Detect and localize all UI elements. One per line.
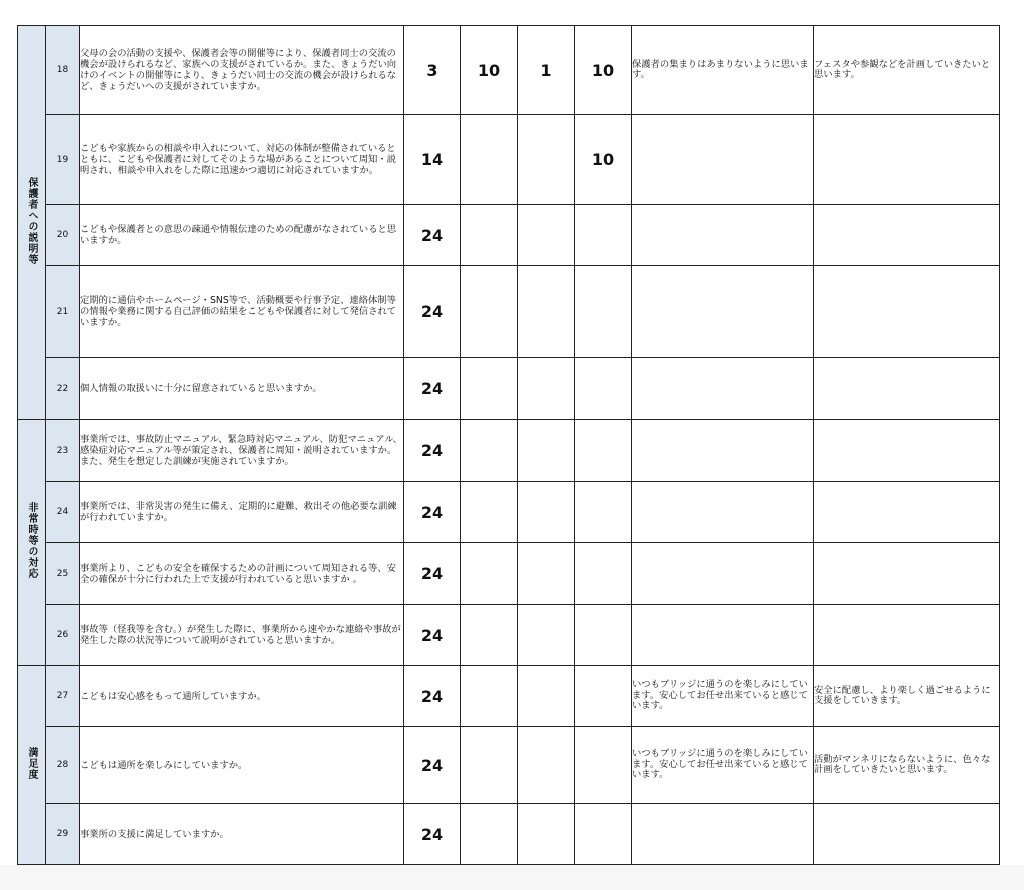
count-unknown: [575, 482, 632, 543]
bottom-margin: [0, 865, 1024, 890]
table-row: [18, 420, 1000, 482]
guardian-comment: [632, 358, 814, 420]
facility-response: [814, 543, 1000, 605]
count-neutral: [461, 420, 518, 482]
count-no: [518, 115, 575, 205]
facility-response: [814, 358, 1000, 420]
table-row: [18, 26, 1000, 115]
question-text: こどもや家族からの相談や申入れについて、対応の体制が整備されているとともに、こどもや保護者に対してそのような場があることについて周知・説明され、相談や申入れをした際に迅速かつ適切に対応されていますか。: [80, 115, 404, 205]
count-unknown: 10: [575, 26, 632, 115]
row-number: 26: [46, 605, 80, 666]
table-row: [18, 205, 1000, 266]
count-unknown: [575, 420, 632, 482]
question-text: こどもや保護者との意思の疎通や情報伝達のための配慮がなされていると思いますか。: [80, 205, 404, 266]
count-neutral: [461, 666, 518, 727]
count-neutral: [461, 482, 518, 543]
facility-response: [814, 266, 1000, 358]
count-neutral: [461, 115, 518, 205]
row-number: 29: [46, 804, 80, 865]
question-text: 事業所では、非常災害の発生に備え、定期的に避難、救出その他必要な訓練が行われていますか。: [80, 482, 404, 543]
count-no: [518, 266, 575, 358]
count-no: 1: [518, 26, 575, 115]
count-yes: 24: [404, 666, 461, 727]
count-neutral: 10: [461, 26, 518, 115]
count-unknown: [575, 266, 632, 358]
table-row: [18, 115, 1000, 205]
guardian-comment: [632, 543, 814, 605]
guardian-comment: [632, 115, 814, 205]
count-yes: 24: [404, 420, 461, 482]
count-yes: 24: [404, 205, 461, 266]
question-text: こどもは通所を楽しみにしていますか。: [80, 727, 404, 804]
category-satisfaction: 満足度: [18, 666, 46, 865]
count-neutral: [461, 804, 518, 865]
count-neutral: [461, 205, 518, 266]
row-number: 20: [46, 205, 80, 266]
facility-response: [814, 205, 1000, 266]
question-text: 定期的に通信やホームページ・SNS等で、活動概要や行事予定、連絡体制等の情報や業務に関する自己評価の結果をこどもや保護者に対して発信されていますか。: [80, 266, 404, 358]
count-neutral: [461, 358, 518, 420]
count-neutral: [461, 266, 518, 358]
table-row: [18, 666, 1000, 727]
question-text: 事業所より、こどもの安全を確保するための計画について周知される等、安全の確保が十分に行われた上で支援が行われていると思いますか 。: [80, 543, 404, 605]
count-no: [518, 358, 575, 420]
count-yes: 24: [404, 482, 461, 543]
count-no: [518, 804, 575, 865]
row-number: 23: [46, 420, 80, 482]
count-unknown: 10: [575, 115, 632, 205]
facility-response: 活動がマンネリにならないように、色々な計画をしていきたいと思います。: [814, 727, 1000, 804]
row-number: 25: [46, 543, 80, 605]
count-unknown: [575, 666, 632, 727]
count-yes: 24: [404, 358, 461, 420]
count-no: [518, 205, 575, 266]
count-yes: 24: [404, 804, 461, 865]
row-number: 21: [46, 266, 80, 358]
question-text: 個人情報の取扱いに十分に留意されていると思いますか。: [80, 358, 404, 420]
row-number: 19: [46, 115, 80, 205]
row-number: 24: [46, 482, 80, 543]
evaluation-table: [17, 25, 1000, 865]
count-yes: 24: [404, 266, 461, 358]
count-yes: 3: [404, 26, 461, 115]
count-unknown: [575, 543, 632, 605]
guardian-comment: [632, 266, 814, 358]
table-row: [18, 727, 1000, 804]
table-row: [18, 804, 1000, 865]
facility-response: フェスタや参観などを計画していきたいと思います。: [814, 26, 1000, 115]
facility-response: 安全に配慮し、より楽しく過ごせるように支援をしていきます。: [814, 666, 1000, 727]
count-neutral: [461, 727, 518, 804]
count-no: [518, 727, 575, 804]
table-row: [18, 543, 1000, 605]
count-yes: 24: [404, 727, 461, 804]
row-number: 18: [46, 26, 80, 115]
table-row: [18, 358, 1000, 420]
count-neutral: [461, 605, 518, 666]
guardian-comment: [632, 420, 814, 482]
count-unknown: [575, 358, 632, 420]
count-no: [518, 605, 575, 666]
count-unknown: [575, 804, 632, 865]
facility-response: [814, 482, 1000, 543]
question-text: 事業所の支援に満足していますか。: [80, 804, 404, 865]
table-row: [18, 605, 1000, 666]
count-no: [518, 420, 575, 482]
question-text: 事故等（怪我等を含む。）が発生した際に、事業所から速やかな連絡や事故が発生した際の状況等について説明がされていると思いますか。: [80, 605, 404, 666]
count-unknown: [575, 205, 632, 266]
question-text: 事業所では、事故防止マニュアル、緊急時対応マニュアル、防犯マニュアル、感染症対応マニュアル等が策定され、保護者に周知・説明されていますか。また、発生を想定した訓練が実施されていますか。: [80, 420, 404, 482]
count-yes: 24: [404, 605, 461, 666]
facility-response: [814, 804, 1000, 865]
guardian-comment: [632, 205, 814, 266]
facility-response: [814, 605, 1000, 666]
category-explanation: 保護者への説明等: [18, 26, 46, 420]
count-yes: 24: [404, 543, 461, 605]
count-no: [518, 666, 575, 727]
top-margin: [0, 0, 1024, 25]
category-emergency: 非常時等の対応: [18, 420, 46, 666]
facility-response: [814, 420, 1000, 482]
row-number: 22: [46, 358, 80, 420]
guardian-comment: いつもブリッジに通うのを楽しみにしています。安心してお任せ出来ていると感じています。: [632, 727, 814, 804]
guardian-comment: [632, 482, 814, 543]
row-number: 27: [46, 666, 80, 727]
guardian-comment: いつもブリッジに通うのを楽しみにしています。安心してお任せ出来ていると感じています。: [632, 666, 814, 727]
count-unknown: [575, 605, 632, 666]
count-neutral: [461, 543, 518, 605]
count-yes: 14: [404, 115, 461, 205]
guardian-comment: [632, 804, 814, 865]
count-no: [518, 543, 575, 605]
row-number: 28: [46, 727, 80, 804]
facility-response: [814, 115, 1000, 205]
count-unknown: [575, 727, 632, 804]
question-text: こどもは安心感をもって通所していますか。: [80, 666, 404, 727]
count-no: [518, 482, 575, 543]
table-row: [18, 482, 1000, 543]
guardian-comment: 保護者の集まりはあまりないように思います。: [632, 26, 814, 115]
table-row: [18, 266, 1000, 358]
question-text: 父母の会の活動の支援や、保護者会等の開催等により、保護者同士の交流の機会が設けられるなど、家族への支援がされているか。また、きょうだい向けのイベントの開催等により、きょうだい同士の交流の機会が設けられるなど、きょうだいへの支援がされていますか。: [80, 26, 404, 115]
guardian-comment: [632, 605, 814, 666]
